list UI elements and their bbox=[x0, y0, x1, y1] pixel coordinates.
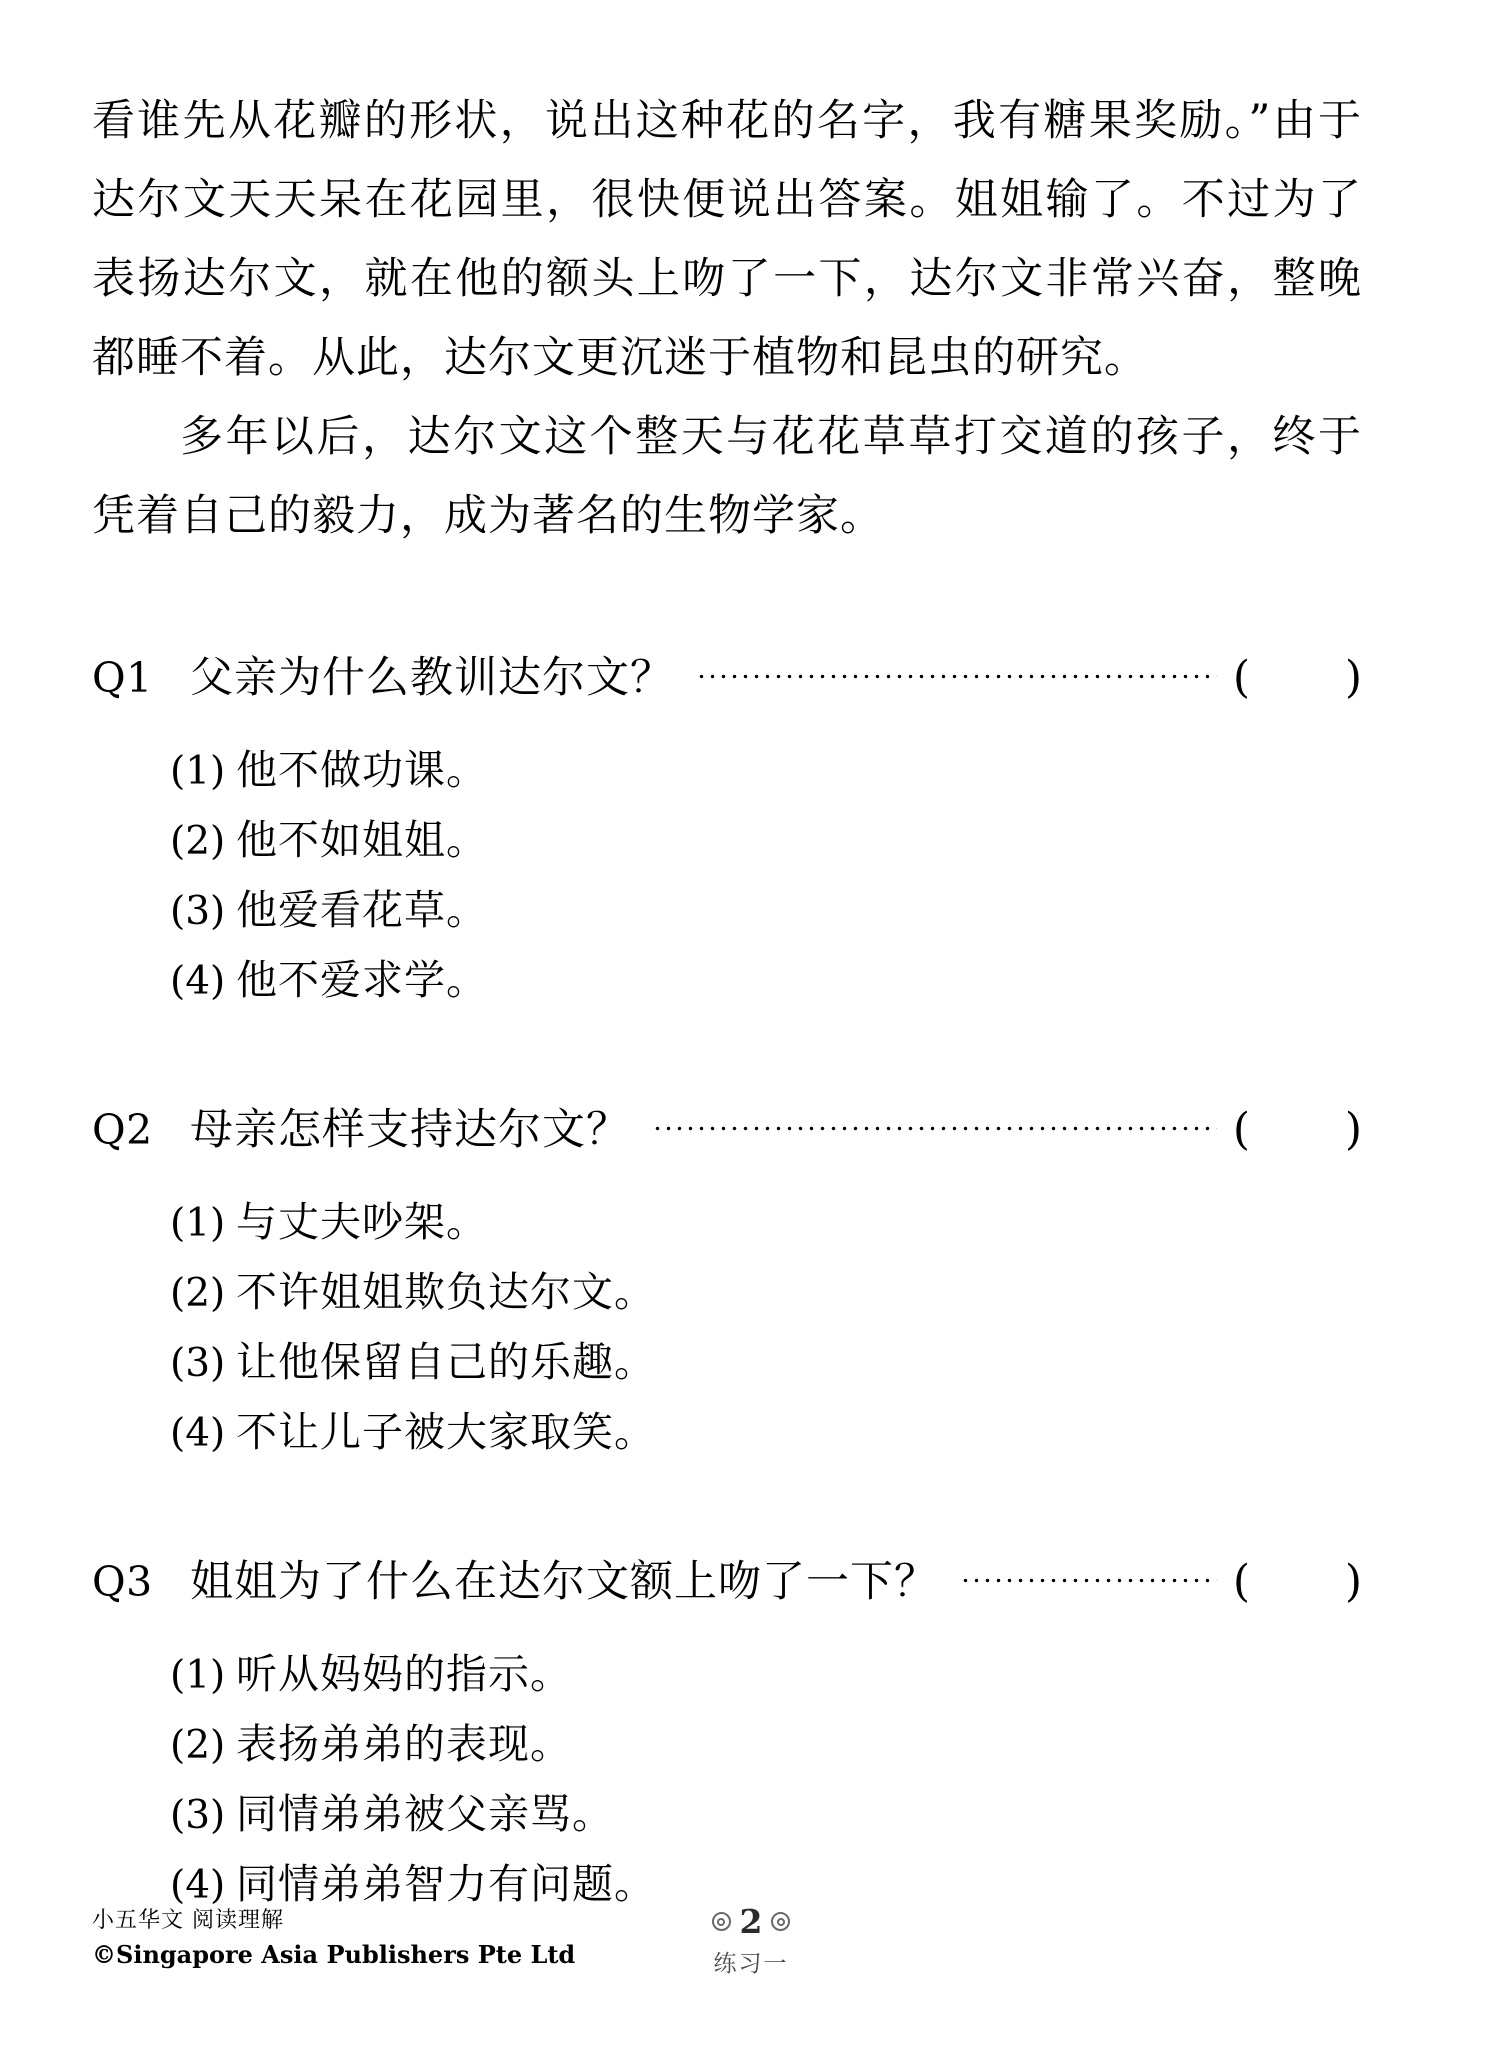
question-block-q2 bbox=[92, 1100, 1362, 1468]
question-header-q1 bbox=[92, 648, 1362, 708]
option-q1-1[interactable] bbox=[170, 736, 1362, 806]
dot-leader-q2 bbox=[652, 1101, 1217, 1144]
option-q1-2[interactable] bbox=[170, 806, 1362, 876]
dot-leader-q1 bbox=[696, 649, 1217, 692]
option-text-q1-4: 他不爱求学。 bbox=[236, 956, 488, 1004]
question-text-q1: 父亲为什么教训达尔文？ bbox=[190, 653, 674, 703]
page-content bbox=[92, 82, 1362, 1920]
answer-bracket-open-q3: ( bbox=[1232, 1556, 1250, 1607]
footer-page-marker bbox=[92, 1902, 1410, 1978]
page-footer bbox=[92, 1902, 1410, 1989]
options-q2 bbox=[92, 1188, 1362, 1468]
option-q1-4[interactable] bbox=[170, 946, 1362, 1016]
option-marker-q2-2: (2) bbox=[170, 1271, 226, 1316]
option-marker-q1-4: (4) bbox=[170, 959, 226, 1004]
option-q3-2[interactable] bbox=[170, 1710, 1362, 1780]
exercise-label: 练习一 bbox=[713, 1951, 789, 1977]
page-number-group bbox=[712, 1902, 791, 1941]
target-icon-left bbox=[712, 1912, 731, 1931]
answer-bracket-close-q3[interactable]: ) bbox=[1344, 1556, 1362, 1607]
option-marker-q2-3: (3) bbox=[170, 1341, 226, 1386]
option-q2-4[interactable] bbox=[170, 1398, 1362, 1468]
passage-paragraph-2: 多年以后，达尔文这个整天与花花草草打交道的孩子，终于凭着自己的毅力，成为著名的生物学家。 bbox=[92, 412, 1362, 541]
footer-subject-line: 小五华文 阅读理解 bbox=[92, 1908, 284, 1933]
target-icon-right bbox=[771, 1912, 790, 1931]
question-text-q3: 姐姐为了什么在达尔文额上吻了一下？ bbox=[190, 1557, 938, 1607]
option-marker-q1-1: (1) bbox=[170, 749, 226, 794]
passage-paragraph-1: 看谁先从花瓣的形状，说出这种花的名字，我有糖果奖励。”由于达尔文天天呆在花园里，很快便说出答案。姐姐输了。不过为了表扬达尔文，就在他的额头上吻了一下，达尔文非常兴奋，整晚都睡不着。从此，达尔文更沉迷于植物和昆虫的研究。 bbox=[92, 96, 1362, 383]
option-q2-3[interactable] bbox=[170, 1328, 1362, 1398]
page-number: 2 bbox=[739, 1902, 763, 1941]
option-text-q2-3: 让他保留自己的乐趣。 bbox=[236, 1338, 656, 1386]
option-q1-3[interactable] bbox=[170, 876, 1362, 946]
passage-body bbox=[92, 82, 1362, 556]
question-text-q2: 母亲怎样支持达尔文？ bbox=[190, 1105, 630, 1155]
question-header-q2 bbox=[92, 1100, 1362, 1160]
option-marker-q3-3: (3) bbox=[170, 1793, 226, 1838]
answer-bracket-open-q1: ( bbox=[1232, 652, 1250, 703]
answer-bracket-open-q2: ( bbox=[1232, 1104, 1250, 1155]
option-marker-q2-4: (4) bbox=[170, 1411, 226, 1456]
options-q3 bbox=[92, 1640, 1362, 1920]
option-text-q1-3: 他爱看花草。 bbox=[236, 886, 488, 934]
question-number-q3: Q3 bbox=[92, 1558, 153, 1606]
option-text-q3-4: 同情弟弟智力有问题。 bbox=[236, 1860, 656, 1908]
question-block-q3 bbox=[92, 1552, 1362, 1920]
option-marker-q3-1: (1) bbox=[170, 1653, 226, 1698]
option-q3-3[interactable] bbox=[170, 1780, 1362, 1850]
option-q3-1[interactable] bbox=[170, 1640, 1362, 1710]
options-q1 bbox=[92, 736, 1362, 1016]
option-text-q2-4: 不让儿子被大家取笑。 bbox=[236, 1408, 656, 1456]
option-marker-q1-3: (3) bbox=[170, 889, 226, 934]
question-block-q1 bbox=[92, 648, 1362, 1016]
option-marker-q1-2: (2) bbox=[170, 819, 226, 864]
question-number-q2: Q2 bbox=[92, 1106, 153, 1154]
option-text-q3-3: 同情弟弟被父亲骂。 bbox=[236, 1790, 614, 1838]
answer-bracket-close-q2[interactable]: ) bbox=[1344, 1104, 1362, 1155]
option-text-q2-1: 与丈夫吵架。 bbox=[236, 1198, 488, 1246]
option-marker-q3-2: (2) bbox=[170, 1723, 226, 1768]
dot-leader-q3 bbox=[960, 1553, 1217, 1596]
answer-bracket-close-q1[interactable]: ) bbox=[1344, 652, 1362, 703]
option-q2-2[interactable] bbox=[170, 1258, 1362, 1328]
question-header-q3 bbox=[92, 1552, 1362, 1612]
footer-copyright: ©Singapore Asia Publishers Pte Ltd bbox=[92, 1940, 576, 1969]
option-marker-q3-4: (4) bbox=[170, 1863, 226, 1908]
option-text-q1-1: 他不做功课。 bbox=[236, 746, 488, 794]
option-text-q1-2: 他不如姐姐。 bbox=[236, 816, 488, 864]
option-q2-1[interactable] bbox=[170, 1188, 1362, 1258]
option-text-q3-1: 听从妈妈的指示。 bbox=[236, 1650, 572, 1698]
questions-list bbox=[92, 648, 1362, 1920]
option-text-q3-2: 表扬弟弟的表现。 bbox=[236, 1720, 572, 1768]
option-text-q2-2: 不许姐姐欺负达尔文。 bbox=[236, 1268, 656, 1316]
option-marker-q2-1: (1) bbox=[170, 1201, 226, 1246]
question-number-q1: Q1 bbox=[92, 654, 153, 702]
